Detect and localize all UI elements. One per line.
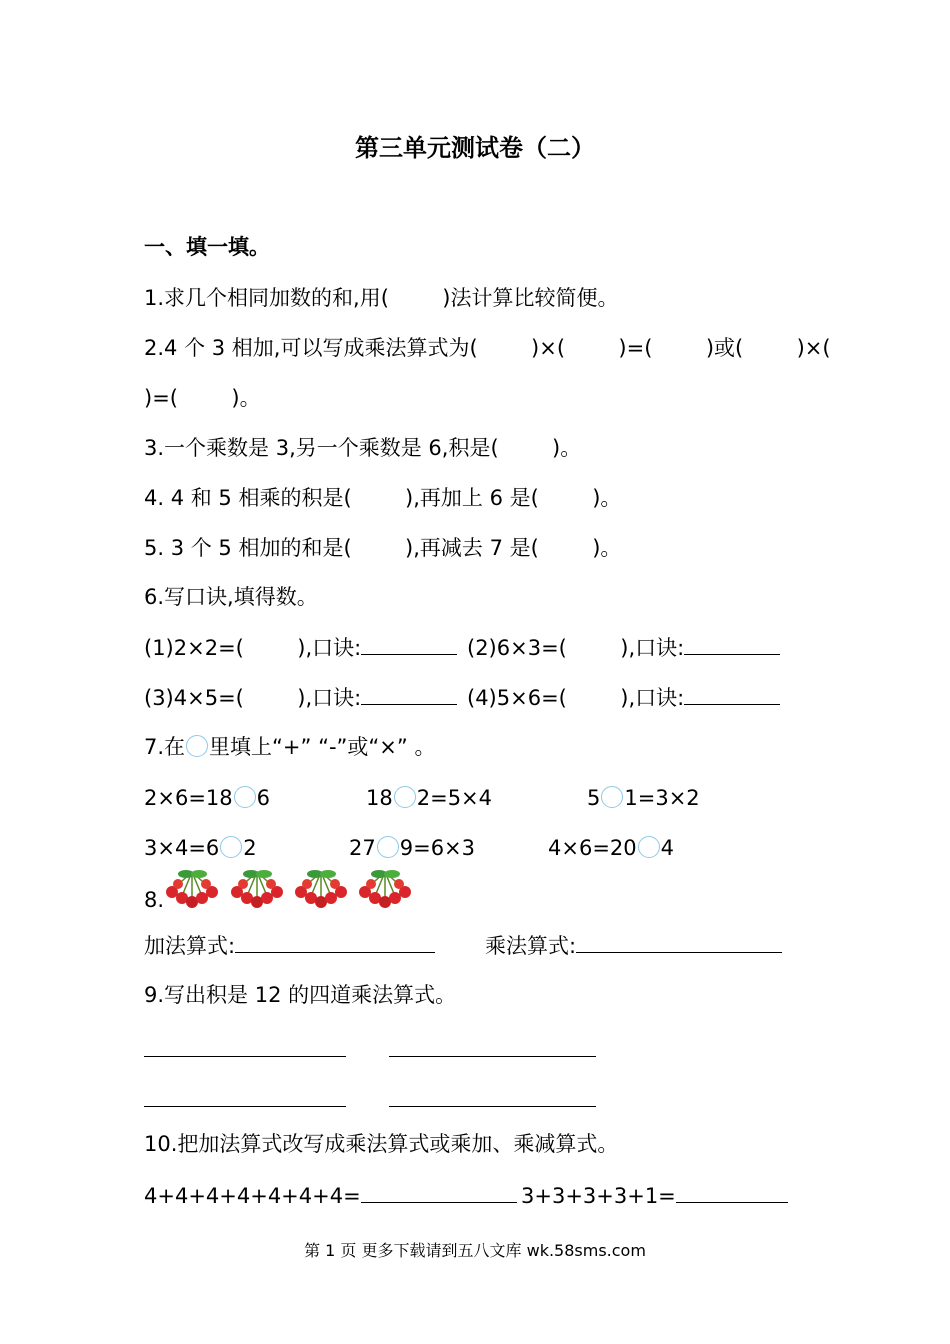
operator-circle[interactable] [234,786,256,808]
q7-item-6 [548,833,674,863]
q7-item-3-right: 1=3×2 [624,786,700,810]
q6-item-3-text: (3)4×5=( ),口诀: [144,686,362,710]
answer-blank[interactable] [684,682,780,705]
q8-multiplication [485,930,782,961]
answer-blank[interactable] [235,930,435,953]
question-2-line-1: 2.4 个 3 相加,可以写成乘法算式为( )×( )=( )或( )×( [144,336,831,360]
answer-line[interactable] [144,1056,346,1057]
q10-item-2 [521,1180,788,1211]
q6-item-2-text: (2)6×3=( ),口诀: [467,636,685,660]
q8-addition-label: 加法算式: [144,934,236,958]
cherry-cluster-icon [291,866,351,910]
question-1: 1.求几个相同加数的和,用( )法计算比较简便。 [144,286,619,310]
q7-item-4 [144,833,257,863]
answer-blank[interactable] [676,1180,788,1203]
q7-item-5-right: 9=6×3 [399,836,476,860]
q8-multiplication-label: 乘法算式: [485,934,577,958]
q10-item-1-text: 4+4+4+4+4+4+4= [144,1184,361,1208]
q7-prefix: 7.在 [144,735,186,759]
section-heading: 一、填一填。 [144,235,270,259]
cherry-cluster-icon [227,866,287,910]
q6-item-1-text: (1)2×2=( ),口诀: [144,636,362,660]
operator-circle[interactable] [638,836,660,858]
q7-item-2-left: 18 [366,786,393,810]
q7-item-6-left: 4×6=20 [548,836,637,860]
operator-circle[interactable] [394,786,416,808]
q7-item-2 [366,783,492,813]
answer-line[interactable] [144,1106,346,1107]
q7-item-4-right: 2 [243,836,257,860]
q10-item-2-text: 3+3+3+3+1= [521,1184,676,1208]
answer-blank[interactable] [361,632,457,655]
q6-item-4 [467,682,780,713]
question-2-line-2: )=( )。 [144,386,261,410]
answer-blank[interactable] [576,930,782,953]
question-5: 5. 3 个 5 相加的和是( ),再减去 7 是( )。 [144,536,622,560]
q7-item-6-right: 4 [660,836,675,860]
page-title: 第三单元测试卷（二） [355,133,595,162]
circle-icon [186,735,208,757]
question-7 [144,732,435,762]
page-footer: 第 1 页 更多下载请到五八文库 wk.58sms.com [304,1241,646,1260]
question-10: 10.把加法算式改写成乘法算式或乘加、乘减算式。 [144,1132,619,1156]
q7-item-3-left: 5 [587,786,601,810]
answer-blank[interactable] [361,682,457,705]
operator-circle[interactable] [601,786,623,808]
cherry-cluster-icon [355,866,415,910]
answer-blank[interactable] [684,632,780,655]
answer-line[interactable] [389,1056,596,1057]
question-8: 8. [144,888,165,912]
answer-line[interactable] [389,1106,596,1107]
cherry-cluster-icon [162,866,222,910]
q6-item-2 [467,632,780,663]
operator-circle[interactable] [377,836,399,858]
answer-blank[interactable] [361,1180,517,1203]
operator-circle[interactable] [220,836,242,858]
q7-item-1 [144,783,270,813]
question-3: 3.一个乘数是 3,另一个乘数是 6,积是( )。 [144,436,582,460]
question-9: 9.写出积是 12 的四道乘法算式。 [144,983,457,1007]
q7-item-1-right: 6 [256,786,271,810]
q10-item-1 [144,1180,517,1211]
question-6: 6.写口诀,填得数。 [144,585,318,609]
q6-item-1 [144,632,457,663]
q6-item-3 [144,682,457,713]
q7-item-2-right: 2=5×4 [416,786,493,810]
q7-item-3 [587,783,700,813]
q7-item-1-left: 2×6=18 [144,786,233,810]
q7-suffix: 里填上“+” “-”或“×” 。 [209,735,436,759]
q7-item-5-left: 27 [349,836,376,860]
q7-item-5 [349,833,475,863]
q8-addition [144,930,435,961]
question-4: 4. 4 和 5 相乘的积是( ),再加上 6 是( )。 [144,486,622,510]
q6-item-4-text: (4)5×6=( ),口诀: [467,686,685,710]
q7-item-4-left: 3×4=6 [144,836,220,860]
